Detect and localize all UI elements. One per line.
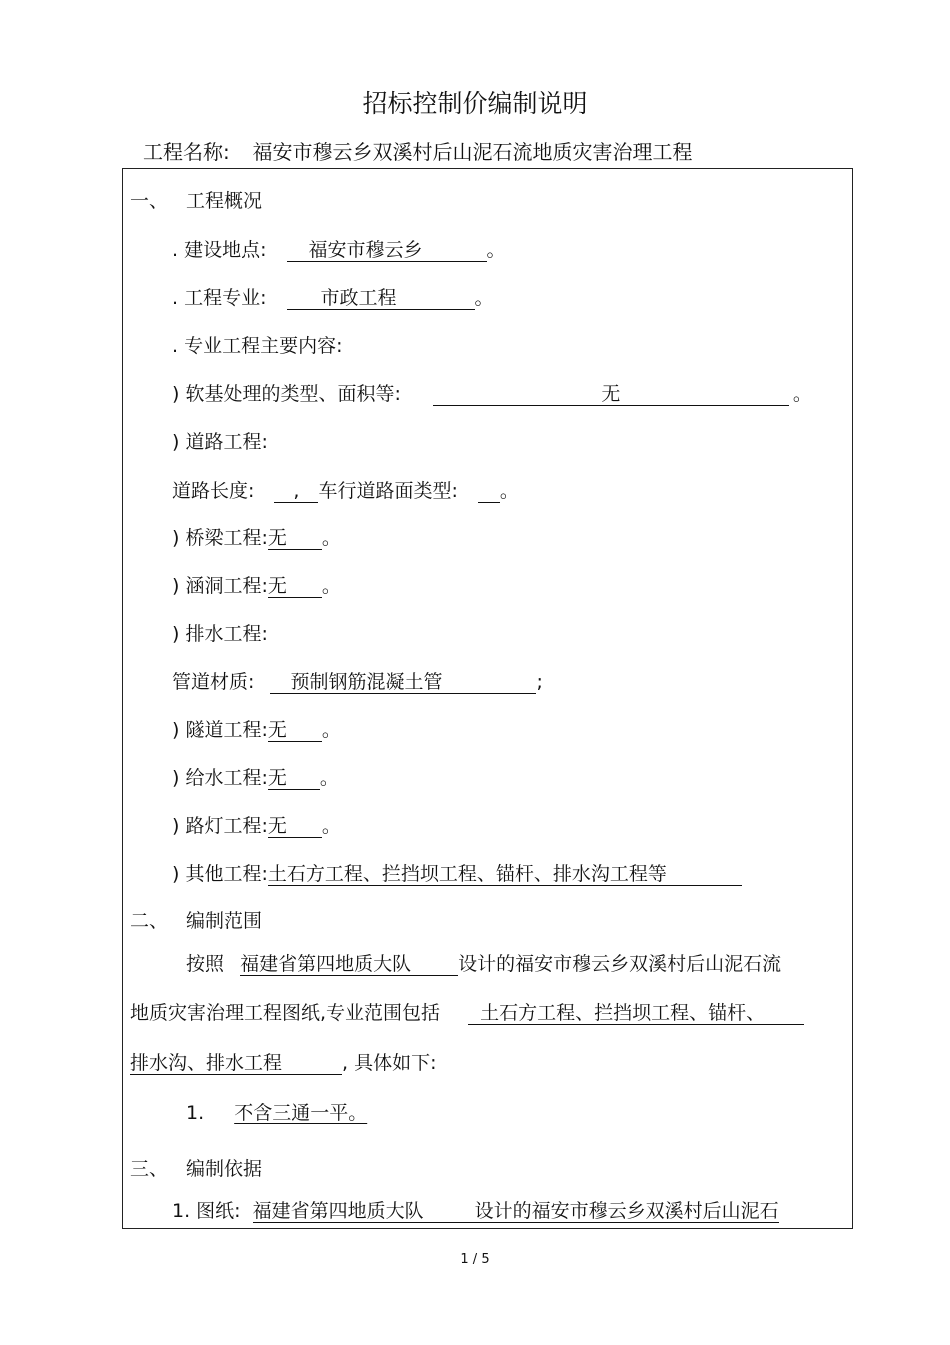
water-label: ) 给水工程: xyxy=(172,767,268,789)
tunnel-period: 。 xyxy=(321,719,341,741)
project-name: 福安市穆云乡双溪村后山泥石流地质灾害治理工程 xyxy=(252,140,693,164)
soft-period: 。 xyxy=(792,383,812,405)
scope-range-items-cont: 排水沟、排水工程 xyxy=(130,1052,342,1075)
light-period: 。 xyxy=(321,815,341,837)
culvert-line xyxy=(172,571,341,598)
tunnel-line xyxy=(172,715,341,742)
culvert-value: 无 xyxy=(268,575,322,598)
water-line xyxy=(172,763,339,790)
section-1-number: 一、 xyxy=(130,190,169,212)
pipe-label: 管道材质: xyxy=(172,671,255,693)
bridge-line xyxy=(172,523,341,550)
profession-line xyxy=(172,283,494,310)
pipe-line xyxy=(172,667,543,694)
road-length-line xyxy=(172,476,519,503)
other-label: ) 其他工程: xyxy=(172,863,268,885)
water-value: 无 xyxy=(268,767,320,790)
other-line xyxy=(172,859,742,886)
culvert-period: 。 xyxy=(321,575,341,597)
scope-para-line-2 xyxy=(130,998,804,1025)
light-line xyxy=(172,811,341,838)
culvert-label: ) 涵洞工程: xyxy=(172,575,268,597)
profession-label: . 工程专业: xyxy=(172,287,267,309)
tunnel-value: 无 xyxy=(268,719,322,742)
scope-para-line-1 xyxy=(186,949,781,976)
scope-design-org: 福建省第四地质大队 xyxy=(240,953,458,976)
scope-item-1 xyxy=(186,1098,367,1125)
soft-label: ) 软基处理的类型、面积等: xyxy=(172,383,401,405)
road-comma: , xyxy=(293,480,300,502)
site-label: . 建设地点: xyxy=(172,239,267,261)
soft-line xyxy=(172,379,812,406)
section-1-title: 工程概况 xyxy=(186,190,263,212)
section-2-number: 二、 xyxy=(130,910,169,932)
profession-period: 。 xyxy=(474,287,494,309)
soft-value: 无 xyxy=(433,383,789,406)
scope-design-text: 设计的福安市穆云乡双溪村后山泥石流 xyxy=(458,953,782,975)
page-number: 1 / 5 xyxy=(460,1252,490,1267)
scope-para-line-3 xyxy=(130,1048,436,1075)
light-value: 无 xyxy=(268,815,322,838)
drain-label: ) 排水工程: xyxy=(172,623,268,645)
scope-according: 按照 xyxy=(186,953,225,975)
road-length-value xyxy=(274,480,318,503)
tunnel-label: ) 隧道工程: xyxy=(172,719,268,741)
water-period: 。 xyxy=(319,767,339,789)
other-value: 土石方工程、拦挡坝工程、锚杆、排水沟工程等 xyxy=(268,863,742,886)
road-label: ) 道路工程: xyxy=(172,431,268,453)
profession-value: 市政工程 xyxy=(287,287,475,310)
scope-item-1-text: 不含三通一平。 xyxy=(234,1102,368,1124)
basis-item-1-label: 1. 图纸: xyxy=(172,1200,241,1222)
bridge-value: 无 xyxy=(268,527,322,550)
bridge-label: ) 桥梁工程: xyxy=(172,527,268,549)
section-3-number: 三、 xyxy=(130,1158,169,1180)
road-surface-label: 车行道路面类型: xyxy=(318,480,458,502)
section-2-title: 编制范围 xyxy=(186,910,263,932)
pipe-semicolon: ; xyxy=(536,671,543,693)
pipe-value: 预制钢筋混凝土管 xyxy=(270,671,536,694)
basis-item-1 xyxy=(172,1196,779,1223)
section-3-title: 编制依据 xyxy=(186,1158,263,1180)
scope-as-follows: , 具体如下: xyxy=(342,1052,437,1074)
main-content-label: . 专业工程主要内容: xyxy=(172,335,343,357)
road-period: 。 xyxy=(499,480,519,502)
road-surface-value xyxy=(478,480,500,503)
scope-range-items: 土石方工程、拦挡坝工程、锚杆、 xyxy=(468,1002,804,1025)
site-value: 福安市穆云乡 xyxy=(287,239,487,262)
scope-range-text: 地质灾害治理工程图纸,专业范围包括 xyxy=(130,1002,441,1024)
road-length-label: 道路长度: xyxy=(172,480,255,502)
site-line xyxy=(172,235,506,262)
project-label: 工程名称: xyxy=(143,140,230,164)
site-period: 。 xyxy=(486,239,506,261)
bridge-period: 。 xyxy=(321,527,341,549)
basis-item-1-org: 福建省第四地质大队 xyxy=(253,1200,475,1223)
document-title: 招标控制价编制说明 xyxy=(362,89,588,118)
project-line xyxy=(143,136,692,165)
light-label: ) 路灯工程: xyxy=(172,815,268,837)
scope-item-1-number: 1. xyxy=(186,1102,205,1124)
basis-item-1-rest: 设计的福安市穆云乡双溪村后山泥石 xyxy=(474,1200,779,1222)
